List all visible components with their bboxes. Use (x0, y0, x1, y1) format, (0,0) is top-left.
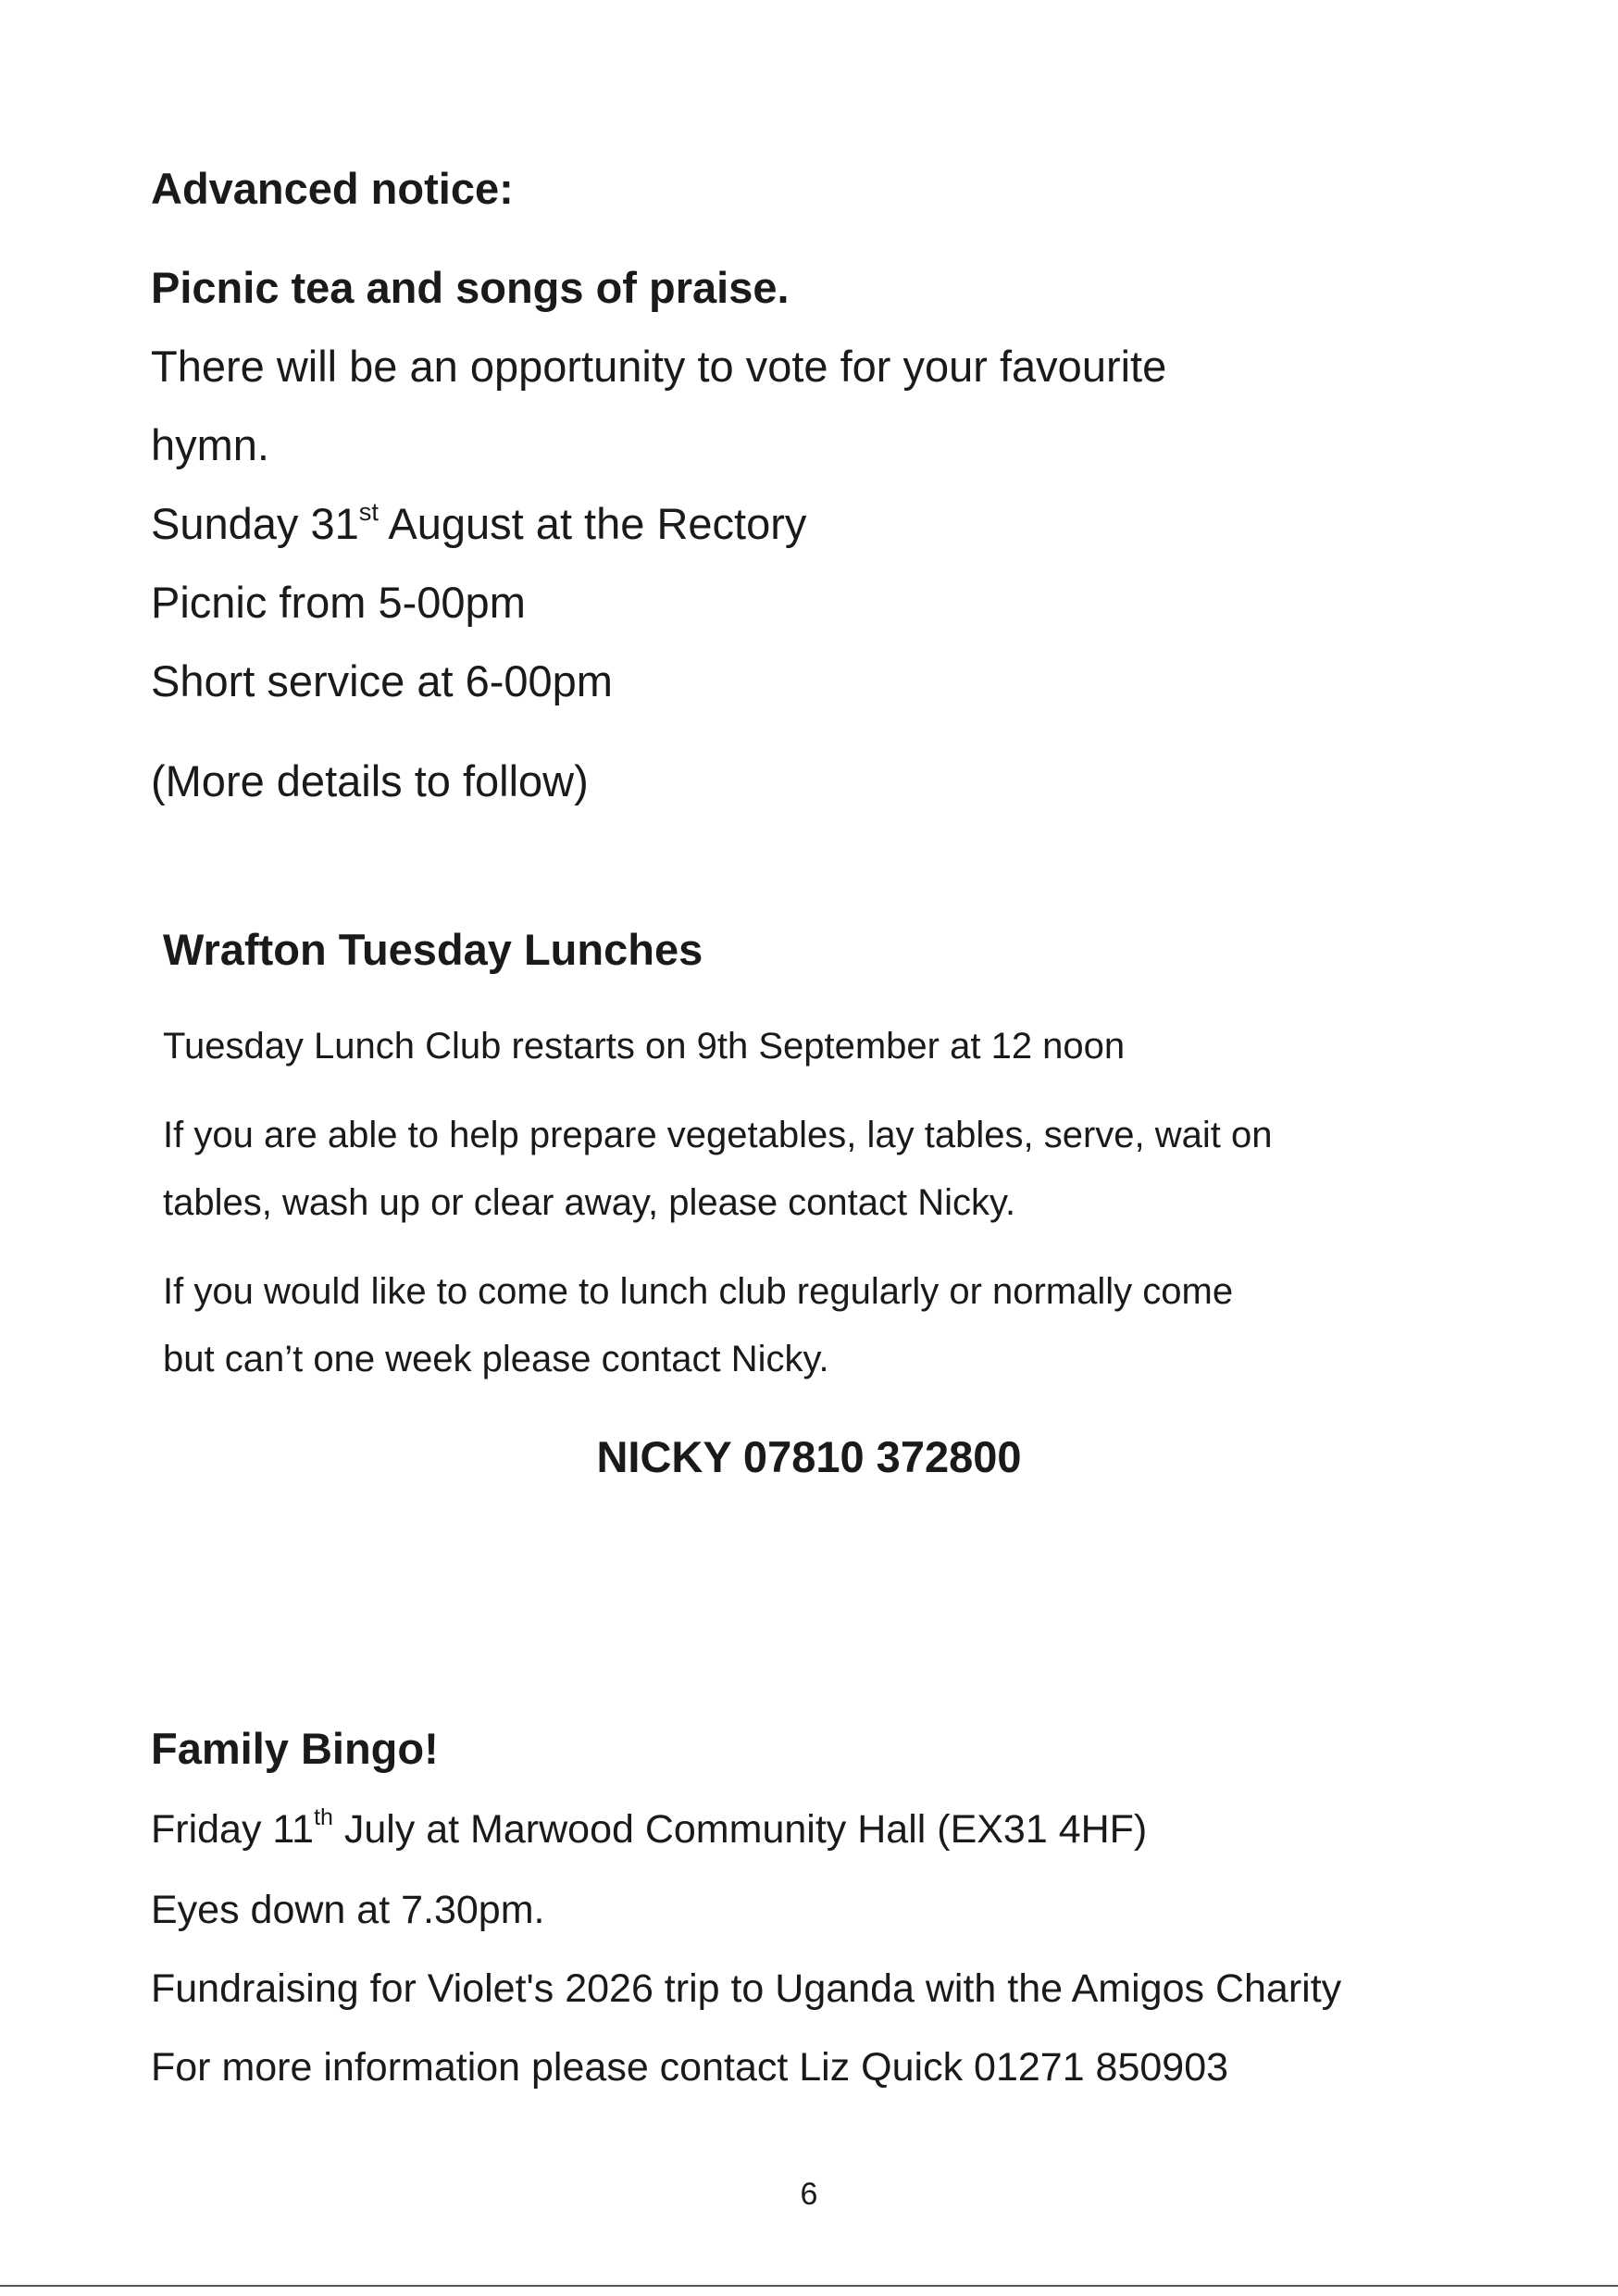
notice-heading: Advanced notice: (151, 164, 514, 213)
lunches-regular-line-2: but can’t one week please contact Nicky. (163, 1339, 829, 1379)
notice-line-1: There will be an opportunity to vote for your favourite (151, 342, 1167, 391)
bingo-date-sup: th (314, 1804, 333, 1831)
bingo-info: For more information please contact Liz Quick 01271 850903 (151, 2045, 1229, 2090)
page-number: 6 (800, 2177, 818, 2212)
lunches-restart: Tuesday Lunch Club restarts on 9th September at 12 noon (163, 1026, 1126, 1067)
notice-date-sup: st (358, 496, 379, 526)
notice-date-prefix: Sunday 31 (151, 499, 359, 548)
bingo-date-suffix: July at Marwood Community Hall (EX31 4HF) (332, 1807, 1148, 1852)
lunches-contact: NICKY 07810 372800 (596, 1432, 1022, 1481)
bingo-date-prefix: Friday 11 (151, 1807, 315, 1852)
page-bottom-border (0, 2285, 1618, 2287)
bingo-fundraising: Fundraising for Violet's 2026 trip to Uganda with the Amigos Charity (151, 1966, 1342, 2011)
notice-more-details: (More details to follow) (151, 756, 589, 805)
notice-date-suffix: August at the Rectory (378, 499, 807, 548)
lunches-help-line-1: If you are able to help prepare vegetables, lay tables, serve, wait on (163, 1115, 1273, 1155)
lunches-heading: Wrafton Tuesday Lunches (163, 925, 703, 974)
notice-service-time: Short service at 6-00pm (151, 656, 613, 705)
notice-line-2: hymn. (151, 420, 269, 469)
lunches-regular-line-1: If you would like to come to lunch club regularly or normally come (163, 1271, 1234, 1312)
lunches-help-line-2: tables, wash up or clear away, please contact Nicky. (163, 1182, 1016, 1223)
bingo-eyes-down: Eyes down at 7.30pm. (151, 1888, 545, 1932)
bingo-date (151, 1804, 1148, 1852)
bingo-heading: Family Bingo! (151, 1724, 439, 1773)
notice-date (151, 496, 807, 548)
notice-picnic-time: Picnic from 5-00pm (151, 578, 526, 627)
notice-subheading: Picnic tea and songs of praise. (151, 263, 790, 312)
